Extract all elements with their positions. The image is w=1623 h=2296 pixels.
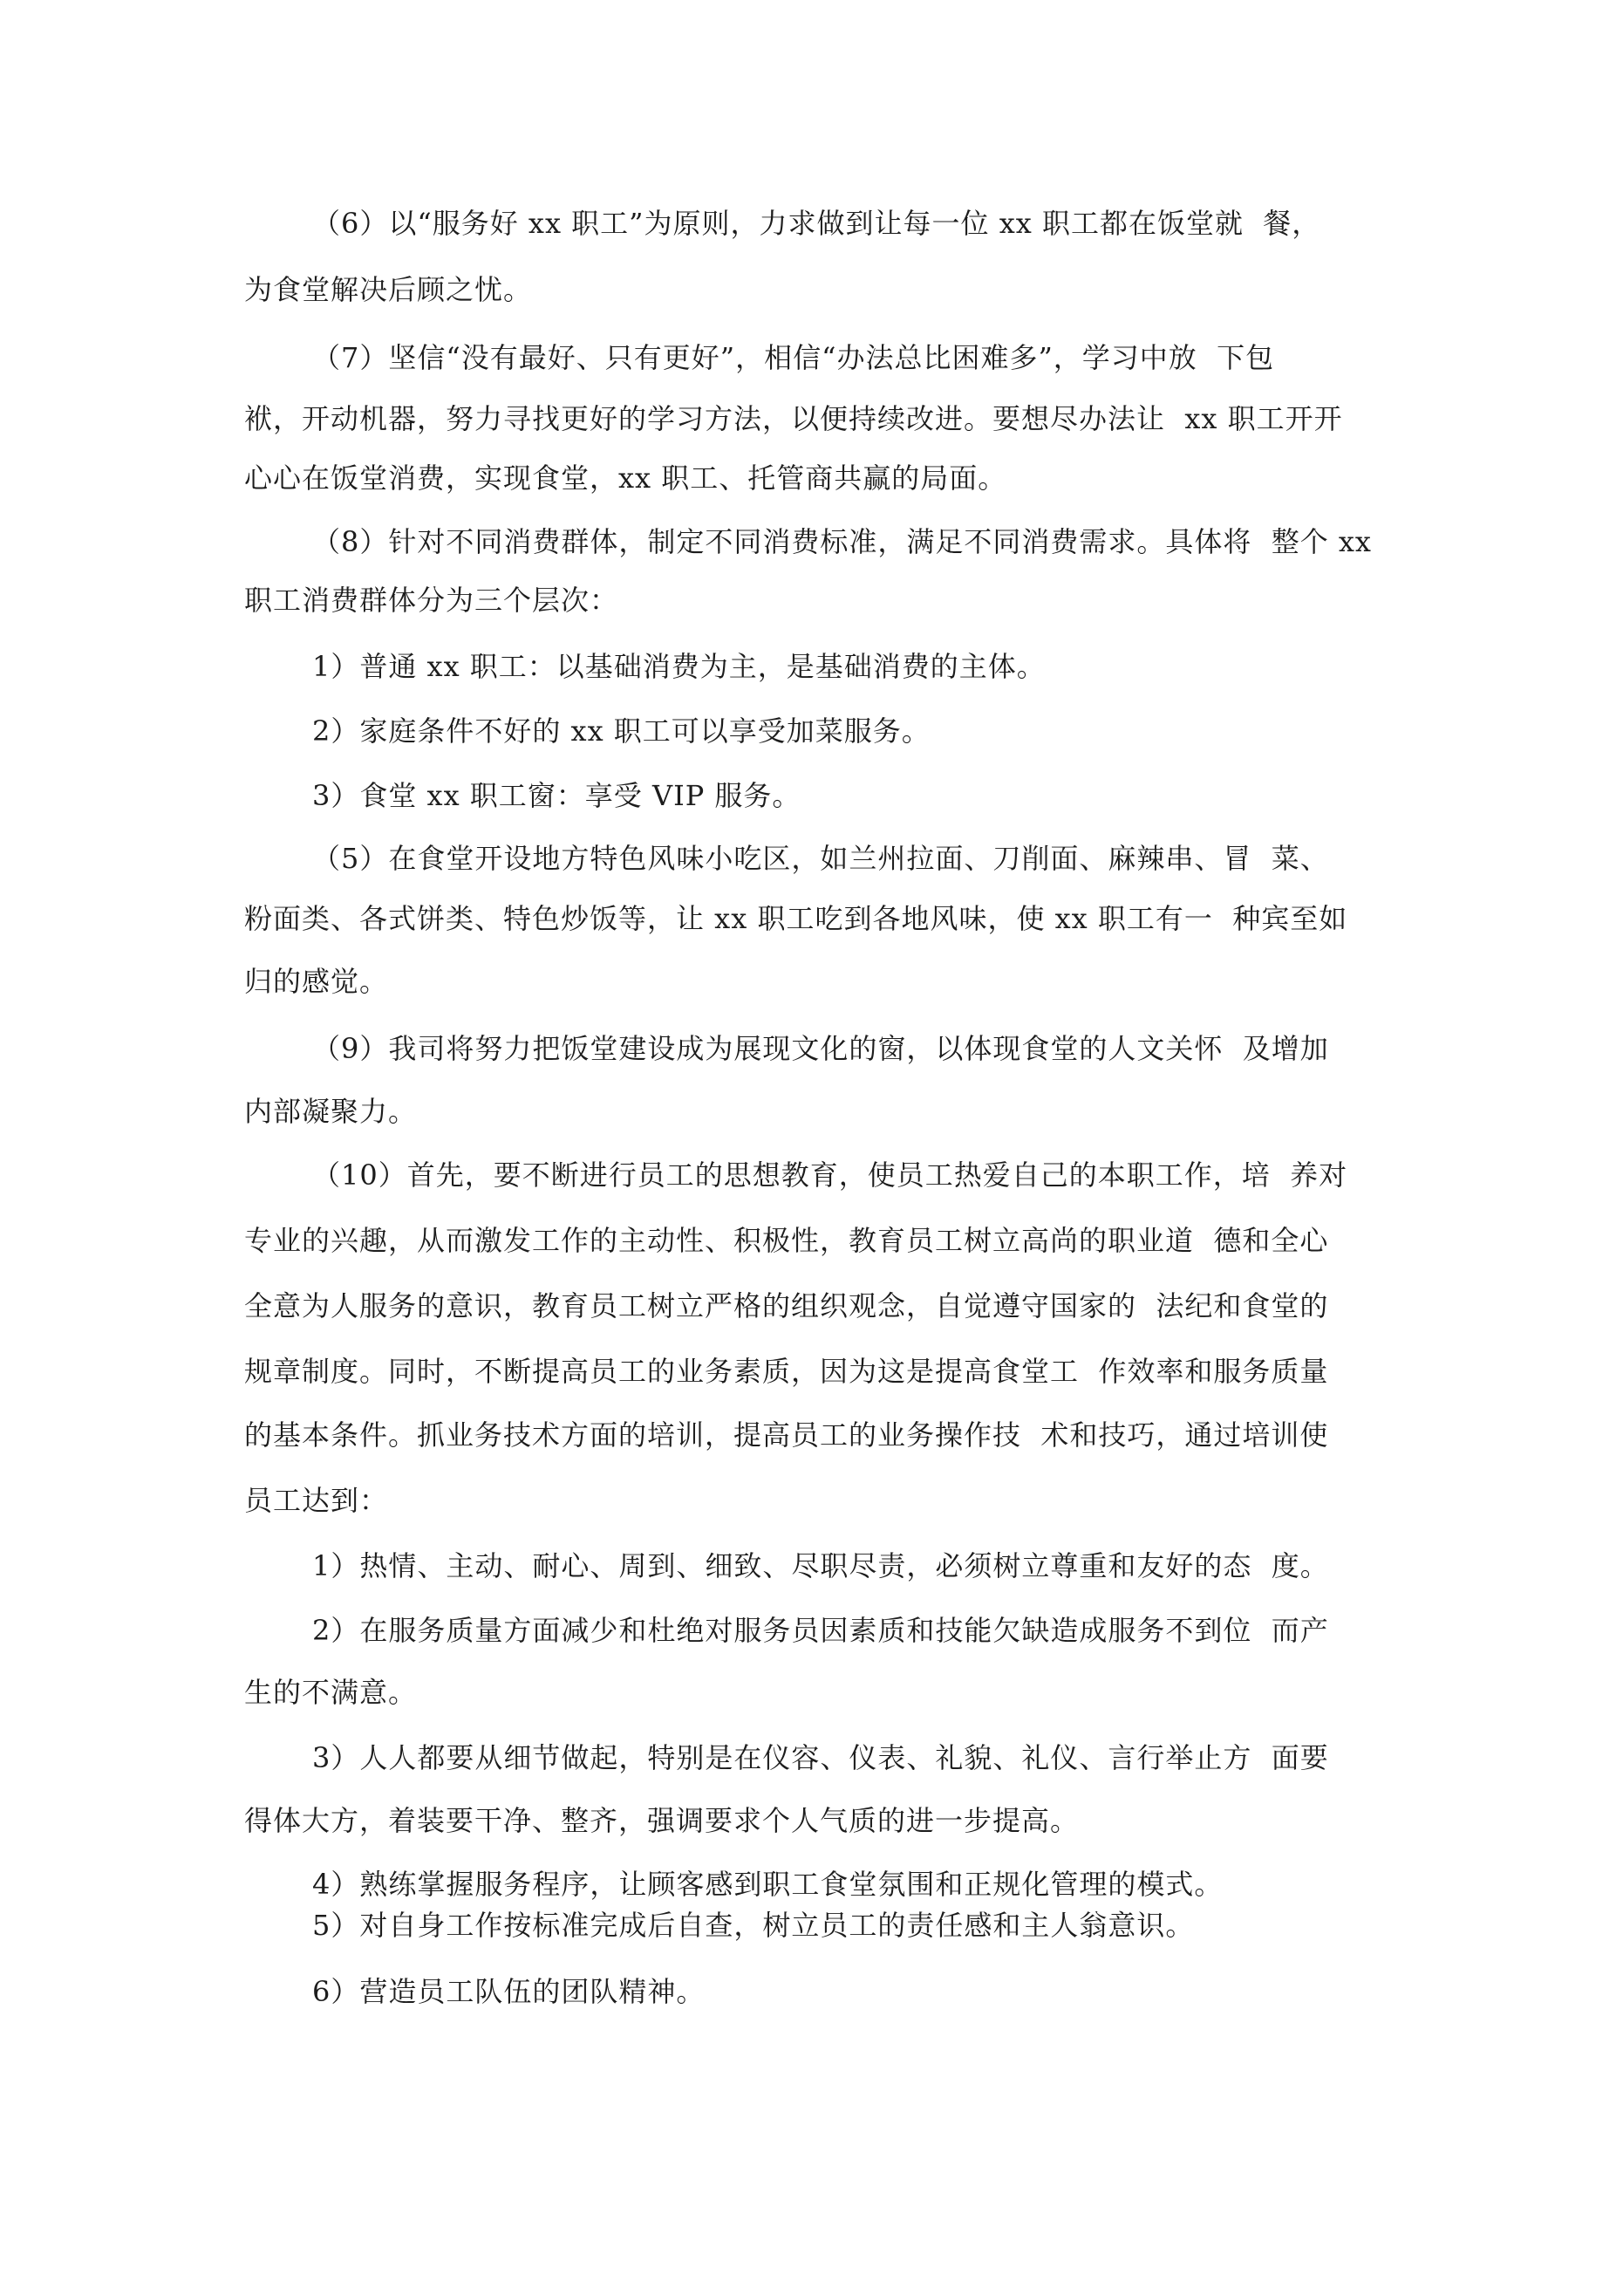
achieve-item-4-line: 4）熟练掌握服务程序，让顾客感到职工食堂氛围和正规化管理的模式。 xyxy=(312,1868,1224,1901)
achieve-item-2-line-2: 生的不满意。 xyxy=(244,1676,418,1709)
achieve-item-3-line-2: 得体大方，着装要干净、整齐，强调要求个人气质的进一步提高。 xyxy=(244,1804,1080,1837)
paragraph-9-line-2: 内部凝聚力。 xyxy=(244,1095,418,1128)
paragraph-10-line-4: 规章制度。同时，不断提高员工的业务素质，因为这是提高食堂工 作效率和服务质量 xyxy=(244,1355,1329,1388)
paragraph-7-line-2: 袱，开动机器，努力寻找更好的学习方法，以便持续改进。要想尽办法让 xx 职工开开 xyxy=(244,402,1343,435)
paragraph-6-line-2: 为食堂解决后顾之忧。 xyxy=(244,273,533,306)
paragraph-10-line-1: （10）首先，要不断进行员工的思想教育，使员工热爱自己的本职工作，培 养对 xyxy=(312,1158,1348,1192)
subitem-3-line: 3）食堂 xx 职工窗：享受 VIP 服务。 xyxy=(312,779,801,812)
achieve-item-1-line: 1）热情、主动、耐心、周到、细致、尽职尽责，必须树立尊重和友好的态 度。 xyxy=(312,1549,1329,1582)
paragraph-6-line-1: （6）以“服务好 xx 职工”为原则，力求做到让每一位 xx 职工都在饭堂就 餐， xyxy=(312,207,1321,240)
paragraph-9-line-1: （9）我司将努力把饭堂建设成为展现文化的窗，以体现食堂的人文关怀 及增加 xyxy=(312,1032,1329,1065)
paragraph-8-line-1: （8）针对不同消费群体，制定不同消费标准，满足不同消费需求。具体将 整个 xx xyxy=(312,525,1372,558)
paragraph-7-line-1: （7）坚信“没有最好、只有更好”，相信“办法总比困难多”，学习中放 下包 xyxy=(312,341,1275,374)
paragraph-5-line-3: 归的感觉。 xyxy=(244,965,389,998)
subitem-1-line: 1）普通 xx 职工：以基础消费为主，是基础消费的主体。 xyxy=(312,650,1046,683)
achieve-item-3-line-1: 3）人人都要从细节做起，特别是在仪容、仪表、礼貌、礼仪、言行举止方 面要 xyxy=(312,1741,1329,1774)
paragraph-10-line-5: 的基本条件。抓业务技术方面的培训，提高员工的业务操作技 术和技巧，通过培训使 xyxy=(244,1418,1329,1452)
paragraph-8-line-2: 职工消费群体分为三个层次： xyxy=(244,584,619,617)
paragraph-10-line-6: 员工达到： xyxy=(244,1484,389,1517)
achieve-item-5-line: 5）对自身工作按标准完成后自查，树立员工的责任感和主人翁意识。 xyxy=(312,1909,1195,1942)
paragraph-5-line-1: （5）在食堂开设地方特色风味小吃区，如兰州拉面、刀削面、麻辣串、冒 菜、 xyxy=(312,842,1329,875)
paragraph-10-line-3: 全意为人服务的意识，教育员工树立严格的组织观念，自觉遵守国家的 法纪和食堂的 xyxy=(244,1289,1329,1322)
achieve-item-6-line: 6）营造员工队伍的团队精神。 xyxy=(312,1975,706,2008)
paragraph-7-line-3: 心心在饭堂消费，实现食堂，xx 职工、托管商共赢的局面。 xyxy=(244,461,1007,495)
paragraph-10-line-2: 专业的兴趣，从而激发工作的主动性、积极性，教育员工树立高尚的职业道 德和全心 xyxy=(244,1224,1329,1257)
achieve-item-2-line-1: 2）在服务质量方面减少和杜绝对服务员因素质和技能欠缺造成服务不到位 而产 xyxy=(312,1614,1329,1647)
subitem-2-line: 2）家庭条件不好的 xx 职工可以享受加菜服务。 xyxy=(312,714,931,748)
paragraph-5-line-2: 粉面类、各式饼类、特色炒饭等，让 xx 职工吃到各地风味，使 xx 职工有一 种宾至如 xyxy=(244,902,1348,935)
